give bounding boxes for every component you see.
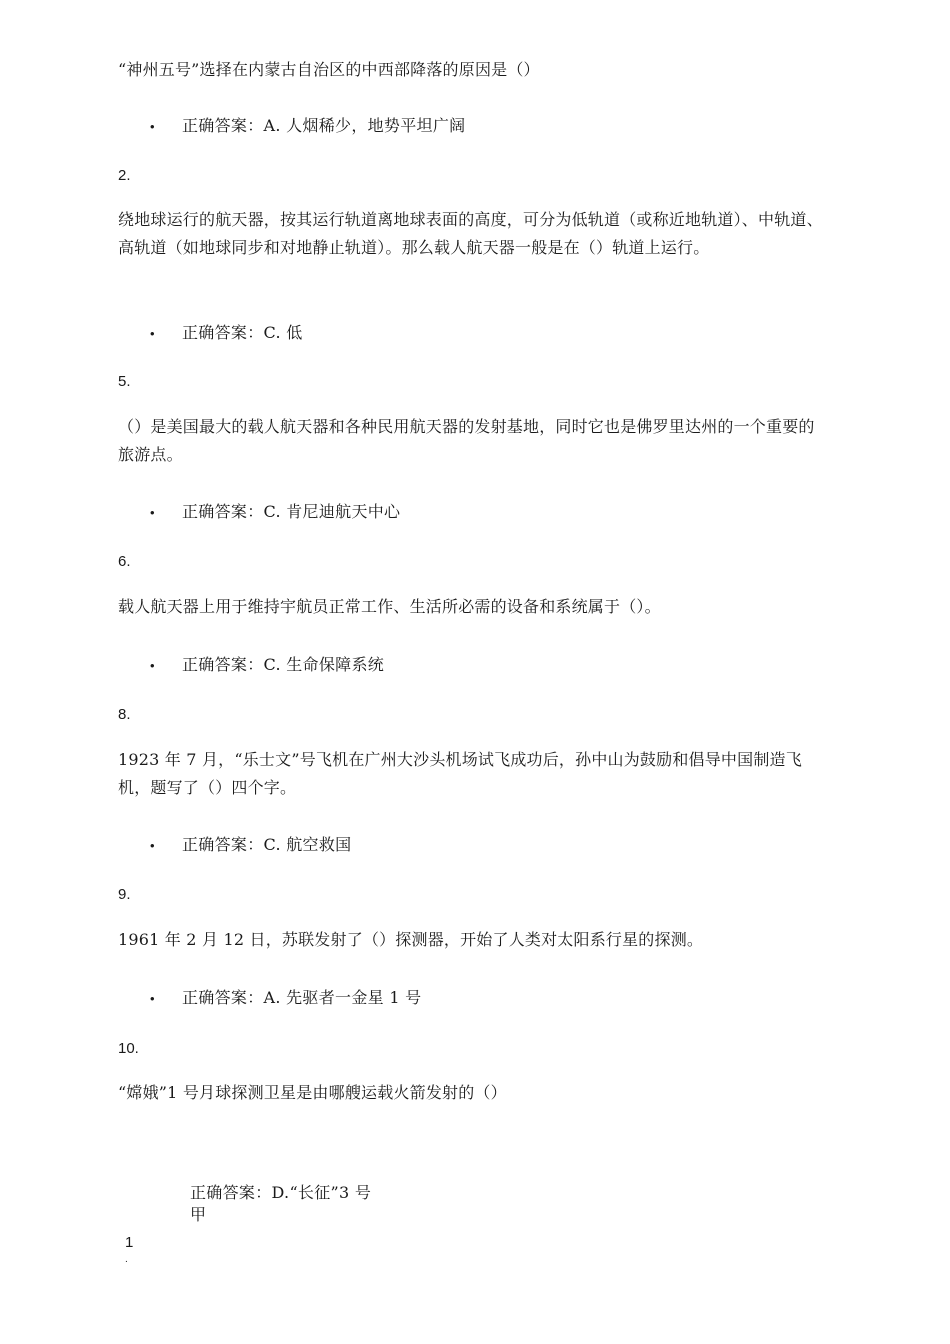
question-5-number: 5.: [118, 373, 131, 390]
bullet-icon: •: [150, 505, 155, 520]
bullet-icon: •: [150, 838, 155, 853]
page-number-value: 1: [125, 1234, 134, 1251]
question-6-number: 6.: [118, 553, 131, 570]
question-5-text: （）是美国最大的载人航天器和各种民用航天器的发射基地，同时它也是佛罗里达州的一个重要的旅游点。: [118, 417, 815, 464]
bullet-icon: •: [150, 658, 155, 673]
question-6-text: 载人航天器上用于维持宇航员正常工作、生活所必需的设备和系统属于（）。: [118, 597, 661, 616]
answer-1-text: 正确答案：A. 人烟稀少，地势平坦广阔: [182, 116, 466, 135]
question-10-number: 10.: [118, 1040, 139, 1057]
answer-2-text: 正确答案：C. 低: [182, 323, 303, 342]
answer-6: [150, 654, 384, 677]
answer-8: [150, 834, 351, 857]
bullet-icon: •: [150, 326, 155, 341]
page-number: [125, 1233, 139, 1267]
question-2-text: 绕地球运行的航天器，按其运行轨道离地球表面的高度，可分为低轨道（或称近地轨道）、中轨道、高轨道（如地球同步和对地静止轨道）。那么载人航天器一般是在（）轨道上运行。: [118, 210, 823, 257]
answer-5: [150, 501, 400, 524]
bullet-icon: •: [150, 119, 155, 134]
question-9-text: 1961 年 2 月 12 日，苏联发射了（）探测器，开始了人类对太阳系行星的探测。: [118, 930, 704, 949]
answer-8-text: 正确答案：C. 航空救国: [182, 835, 352, 854]
question-10-text: “嫦娥”1 号月球探测卫星是由哪艘运载火箭发射的（）: [118, 1083, 507, 1102]
question-1-text: “神州五号”选择在内蒙古自治区的中西部降落的原因是（）: [118, 60, 540, 79]
answer-10-text: 正确答案：D.“长征”3 号甲: [190, 1183, 372, 1224]
answer-6-text: 正确答案：C. 生命保障系统: [182, 655, 385, 674]
answer-9: [150, 987, 421, 1010]
bullet-icon: •: [150, 991, 155, 1006]
answer-1: [150, 115, 465, 138]
question-8-text: 1923 年 7 月，“乐士文”号飞机在广州大沙头机场试飞成功后，孙中山为鼓励和倡导中国制造飞机，题写了（）四个字。: [118, 750, 802, 797]
page-number-dot: .: [125, 1254, 128, 1265]
answer-2: [150, 322, 303, 345]
answer-5-text: 正确答案：C. 肯尼迪航天中心: [182, 502, 401, 521]
answer-9-text: 正确答案：A. 先驱者一金星 1 号: [182, 988, 422, 1007]
question-2-number: 2.: [118, 167, 131, 184]
question-9-number: 9.: [118, 886, 131, 903]
question-8-number: 8.: [118, 706, 131, 723]
